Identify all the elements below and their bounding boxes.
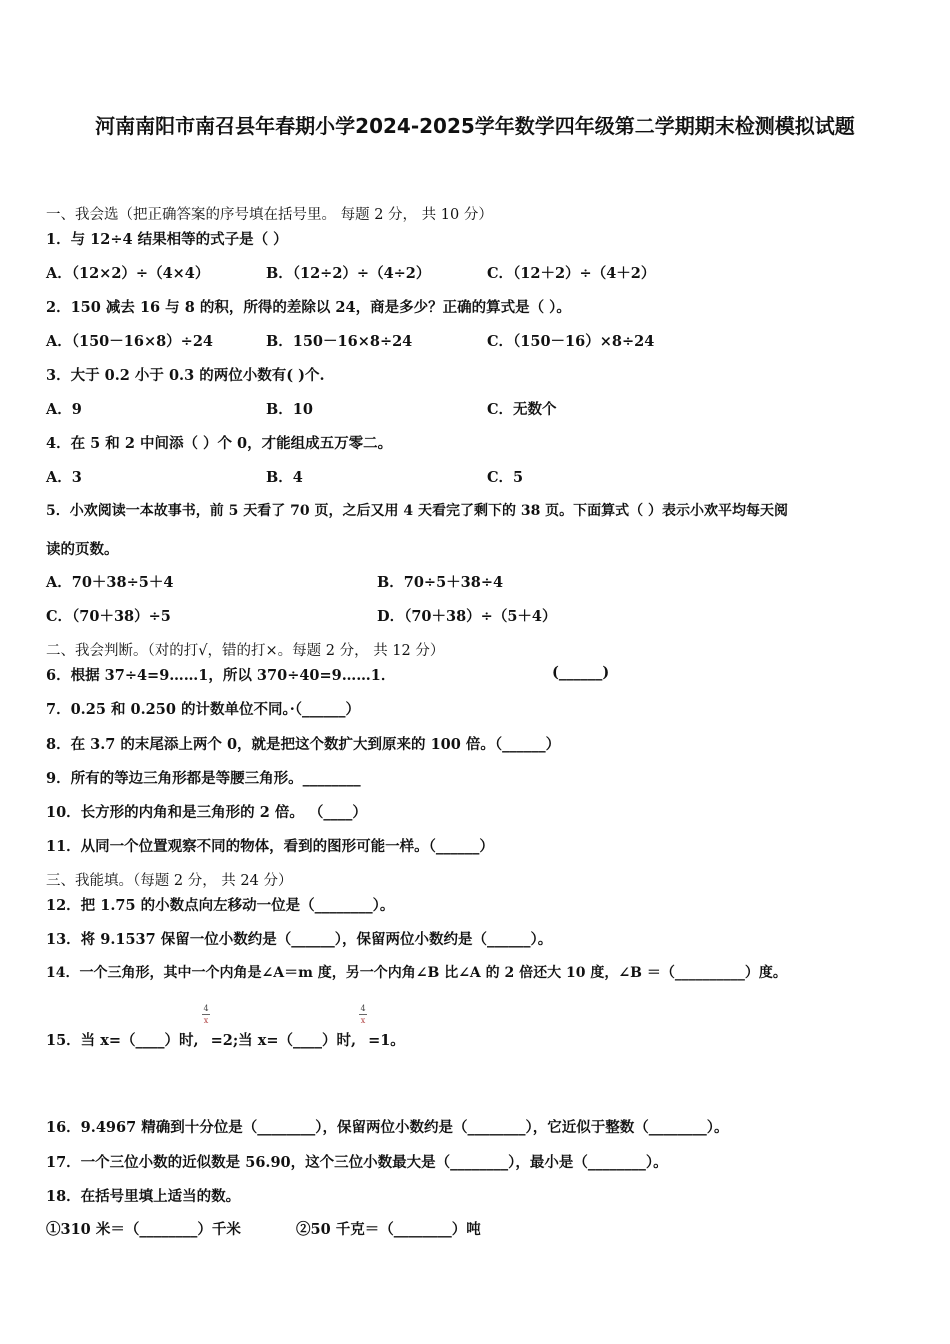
q15-fraction-2 [357,1004,369,1025]
question-6: 6．根据 37÷4=9……1，所以 370÷40=9……1． [46,667,396,684]
q4-option-a[interactable]: A．3 [46,469,82,486]
question-5: 5．小欢阅读一本故事书，前 5 天看了 70 页，之后又用 4 天看完了剩下的 38 页。下面算式（ ）表示小欢平均每天阅 [46,503,789,519]
section-2-heading: 二、我会判断。（对的打√，错的打×。每题 2 分， 共 12 分） [46,643,445,659]
q15-frac2-numerator: 4 [360,1004,366,1013]
q5-option-c[interactable]: C．（70＋38）÷5 [46,608,171,625]
q2-option-a[interactable]: A．（150－16×8）÷24 [46,333,214,350]
question-18: 18．在括号里填上适当的数。 [46,1188,241,1205]
q1-option-c[interactable]: C．（12＋2）÷（4＋2） [487,265,656,282]
q2-option-b[interactable]: B．150－16×8÷24 [266,333,413,350]
section-1-heading: 一、我会选（把正确答案的序号填在括号里。 每题 2 分， 共 10 分） [46,207,493,223]
q5-option-a[interactable]: A．70＋38÷5＋4 [46,574,174,591]
q15-frac1-numerator: 4 [203,1004,209,1013]
q15-frac2-denominator: x [360,1016,366,1025]
section-3-heading: 三、我能填。（每题 2 分， 共 24 分） [46,873,293,889]
question-7: 7．0.25 和 0.250 的计数单位不同。·（______） [46,701,361,718]
q15-part-3: =1。 [368,1032,405,1049]
fraction-bar [202,1014,210,1015]
q5-option-d[interactable]: D．（70＋38）÷（5＋4） [377,608,557,625]
q4-option-b[interactable]: B．4 [266,469,303,486]
question-4: 4．在 5 和 2 中间添（ ）个 0，才能组成五万零二。 [46,435,393,452]
q2-option-c[interactable]: C．（150－16）×8÷24 [487,333,655,350]
q18-item-1: ①310 米＝（________）千米 [46,1221,241,1238]
q1-option-a[interactable]: A．（12×2）÷（4×4） [46,265,210,282]
q6-answer-blank[interactable]: (______) [552,664,610,681]
question-11: 11．从同一个位置观察不同的物体，看到的图形可能一样。（______） [46,838,494,855]
page-title: 河南南阳市南召县年春期小学2024-2025学年数学四年级第二学期期末检测模拟试题 [95,114,855,138]
q18-item-2: ②50 千克＝（________）吨 [296,1221,481,1238]
q5-option-b[interactable]: B．70÷5＋38÷4 [377,574,504,591]
q15-frac1-denominator: x [203,1016,209,1025]
q3-option-c[interactable]: C．无数个 [487,401,557,418]
question-3: 3．大于 0.2 小于 0.3 的两位小数有( )个. [46,367,325,384]
fraction-bar [359,1014,367,1015]
question-8: 8．在 3.7 的末尾添上两个 0，就是把这个数扩大到原来的 100 倍。（______） [46,736,561,753]
question-13: 13．将 9.1537 保留一位小数约是（______），保留两位小数约是（______）。 [46,931,553,948]
question-5-cont: 读的页数。 [46,541,119,558]
question-17: 17．一个三位小数的近似数是 56.90，这个三位小数最大是（________），最小是（________）。 [46,1154,668,1171]
question-9: 9．所有的等边三角形都是等腰三角形。________ [46,770,361,787]
question-16: 16．9.4967 精确到十分位是（________），保留两位小数约是（________），它近似于整数（________）。 [46,1119,729,1136]
q15-fraction-1 [200,1004,212,1025]
q3-option-b[interactable]: B．10 [266,401,313,418]
question-15 [46,1029,405,1050]
q15-part-1: 15．当 x=（____）时, [46,1032,199,1049]
question-1: 1．与 12÷4 结果相等的式子是（ ） [46,231,288,248]
question-14: 14．一个三角形，其中一个内角是∠A＝m 度，另一个内角∠B 比∠A 的 2 倍还大 10 度，∠B ＝（__________）度。 [46,965,787,981]
q3-option-a[interactable]: A．9 [46,401,82,418]
question-2: 2．150 减去 16 与 8 的积，所得的差除以 24，商是多少？正确的算式是（ ）。 [46,299,571,316]
q1-option-b[interactable]: B．（12÷2）÷（4÷2） [266,265,431,282]
question-12: 12．把 1.75 的小数点向左移动一位是（________）。 [46,897,395,914]
q15-part-2: =2;当 x=（____）时, [210,1032,357,1049]
q4-option-c[interactable]: C．5 [487,469,524,486]
question-10: 10．长方形的内角和是三角形的 2 倍。 （____） [46,804,367,821]
